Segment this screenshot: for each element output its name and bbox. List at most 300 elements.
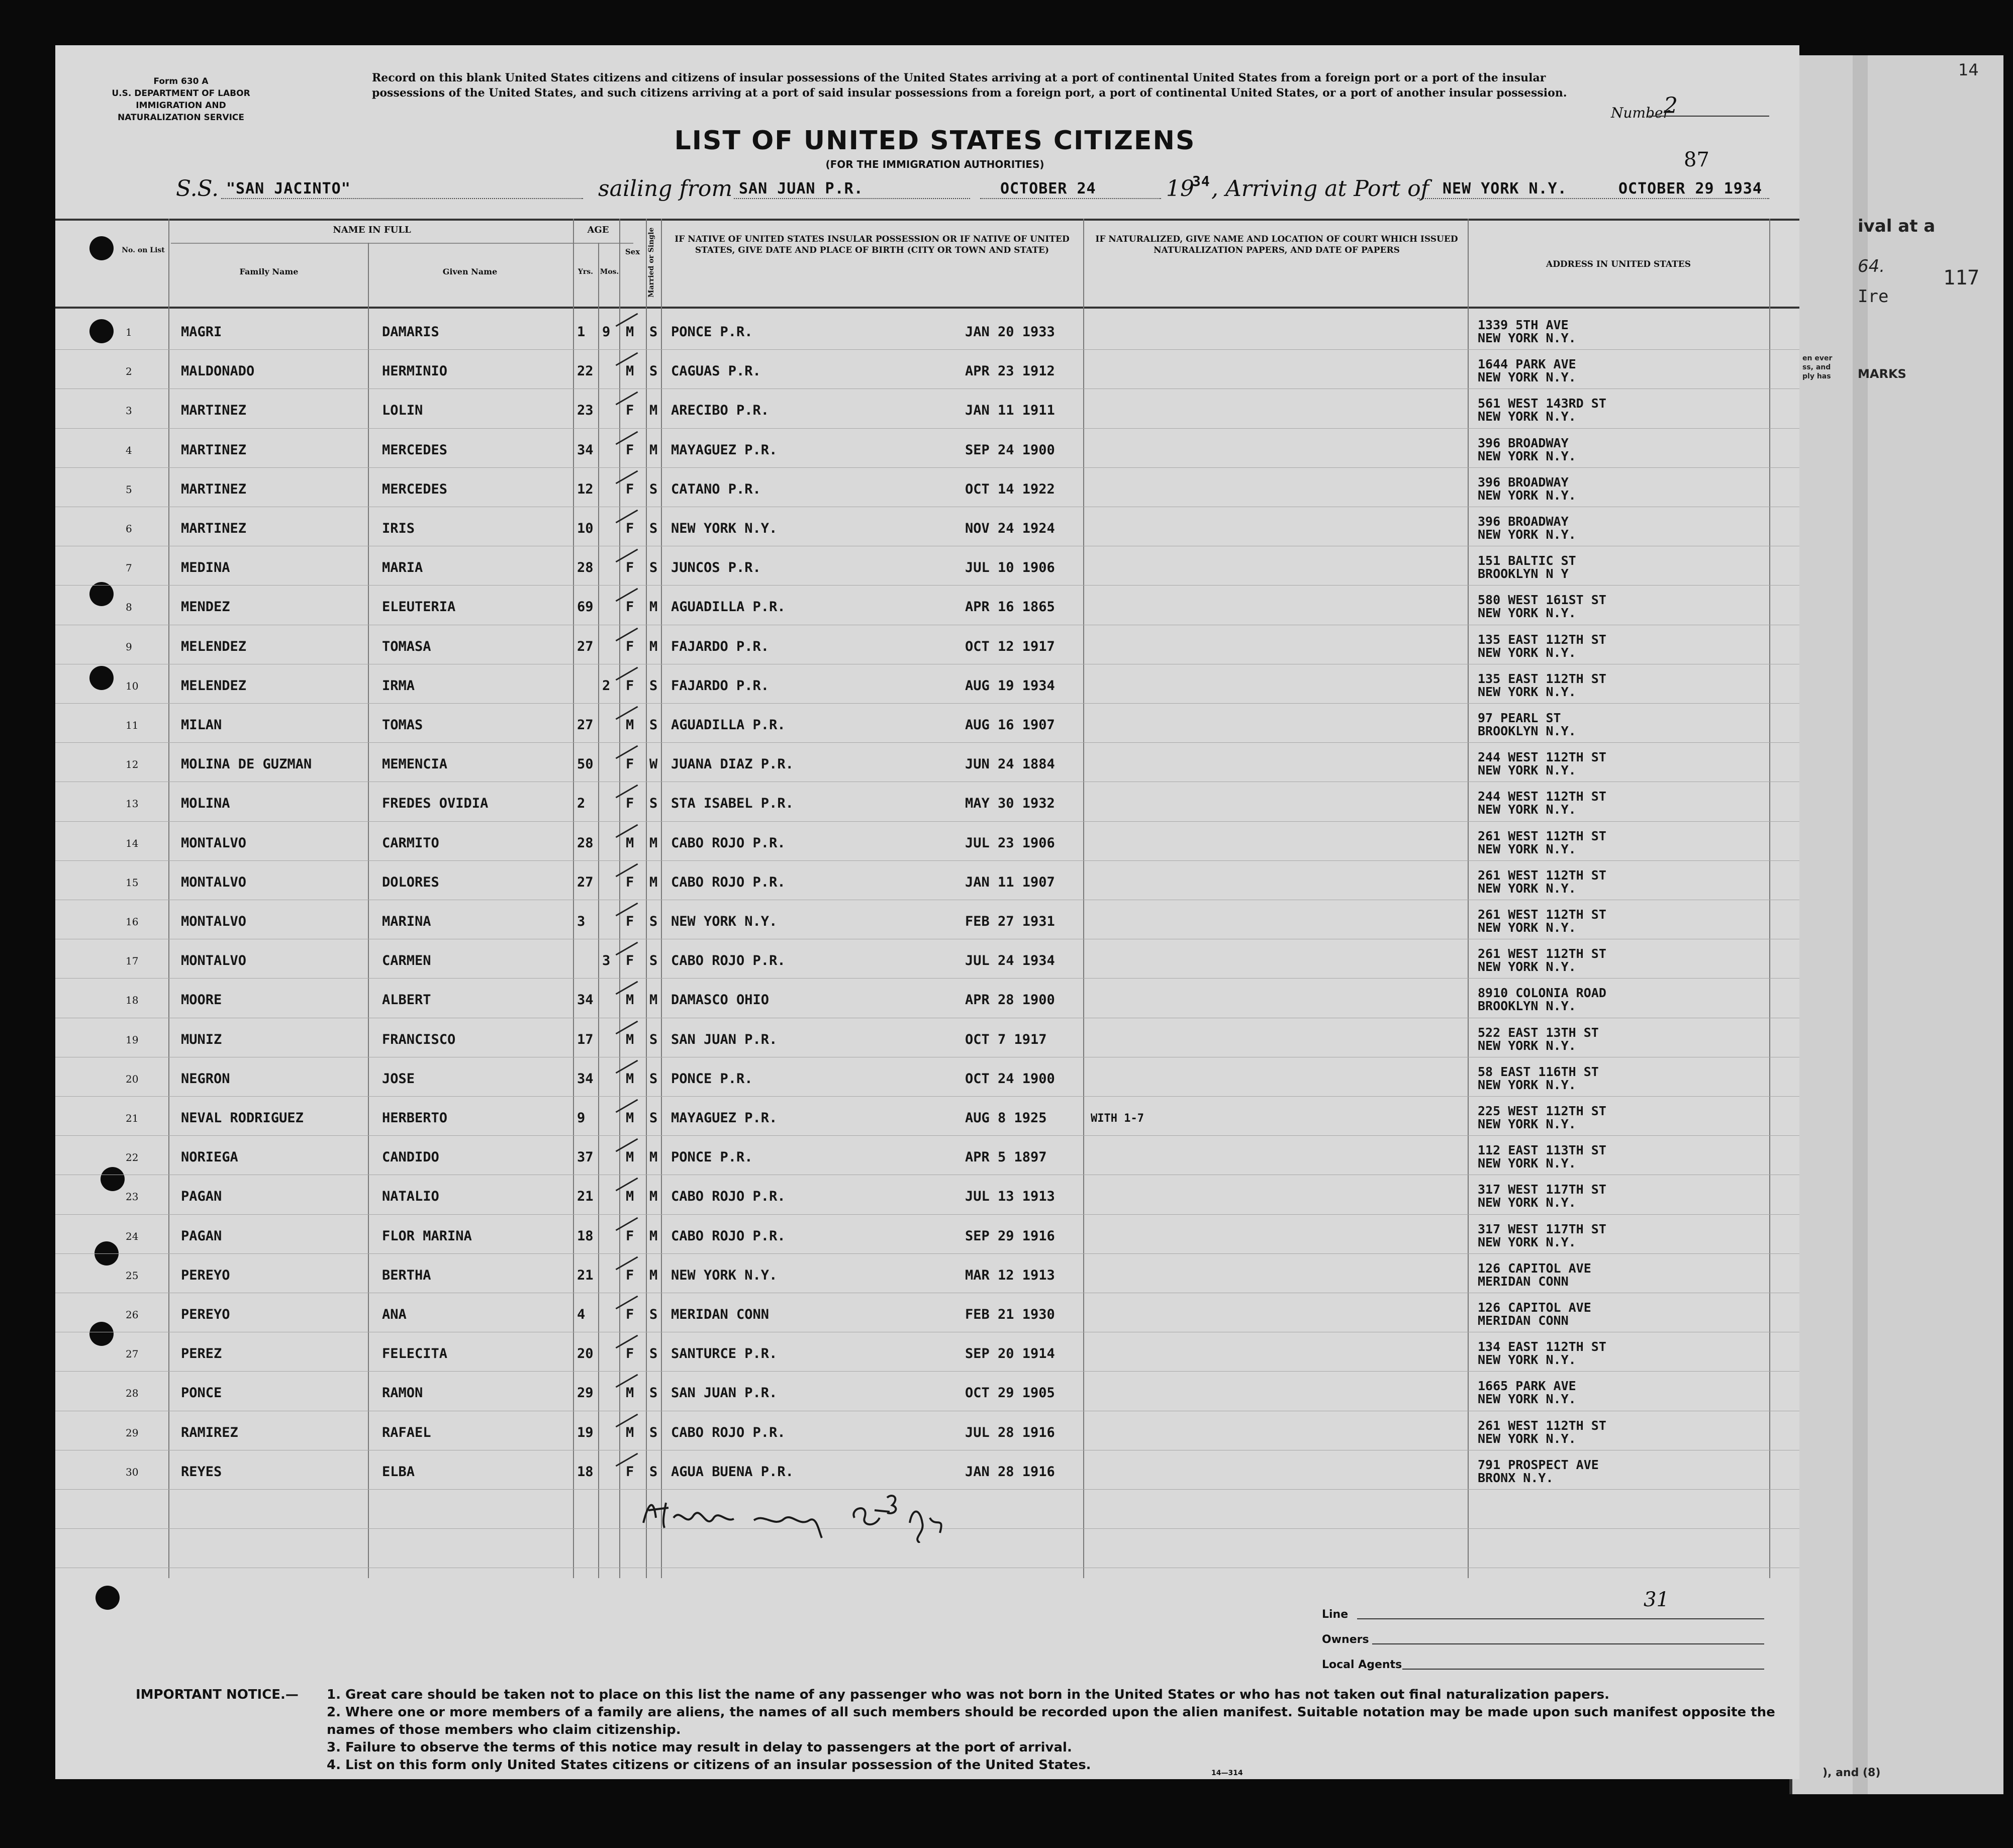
passenger-ms: S [649,363,658,379]
passenger-address-line: BROOKLYN N.Y. [1478,724,1576,738]
passenger-date: APR 5 1897 [965,1149,1047,1165]
passenger-ms: S [649,1346,658,1362]
passenger-place: JUNCOS P.R. [671,560,761,576]
back-page-number: 117 [1943,266,1980,289]
passenger-address-line: NEW YORK N.Y. [1478,1117,1576,1131]
passenger-date: SEP 20 1914 [965,1346,1055,1362]
passenger-given: MEMENCIA [382,756,448,772]
ship-name: "SAN JACINTO" [226,180,351,198]
passenger-yrs: 17 [577,1031,594,1047]
agents-underline [1402,1669,1764,1670]
passenger-sex: M [626,324,634,340]
passenger-no: 14 [126,837,139,849]
passenger-no: 21 [126,1112,139,1124]
passenger-address-line: NEW YORK N.Y. [1478,1038,1576,1053]
passenger-given: IRMA [382,677,415,694]
passenger-no: 30 [126,1466,139,1478]
passenger-ms: M [649,992,658,1008]
row-rule [55,467,1799,468]
passenger-yrs: 20 [577,1346,594,1362]
passenger-ms: S [649,324,658,340]
passenger-given: BERTHA [382,1267,431,1283]
column-divider [646,219,647,1578]
sailing-from: SAN JUAN P.R. [739,180,864,198]
passenger-no: 19 [126,1033,139,1046]
passenger-sex: M [626,1071,634,1087]
passenger-ms: M [649,874,658,890]
passenger-yrs: 4 [577,1307,586,1322]
passenger-family: MARTINEZ [181,521,247,536]
passenger-no: 6 [126,523,132,535]
passenger-address-line: NEW YORK N.Y. [1478,488,1576,503]
passenger-place: CABO ROJO P.R. [671,1424,786,1440]
passenger-yrs: 34 [577,442,594,458]
passenger-date: FEB 27 1931 [965,914,1055,929]
passenger-address-line: 126 CAPITOL AVE [1478,1300,1591,1315]
passenger-yrs: 23 [577,403,594,419]
passenger-place: AGUA BUENA P.R. [671,1464,794,1480]
passenger-date: APR 16 1865 [965,599,1055,615]
passenger-yrs: 34 [577,992,594,1008]
header-sex: Sex [625,247,640,256]
passenger-place: CATANO P.R. [671,481,761,497]
passenger-ms: M [649,442,658,458]
passenger-family: MALDONADO [181,363,255,379]
passenger-no: 8 [126,601,132,614]
header-years: Yrs. [578,268,594,276]
passenger-no: 20 [126,1073,139,1085]
passenger-family: MOLINA [181,796,230,812]
passenger-address-line: BROOKLYN N.Y. [1478,999,1576,1014]
passenger-family: MOLINA DE GUZMAN [181,756,312,772]
back-page-fragment: ), and (8) [1823,1767,1881,1779]
year-suffix: 34 [1192,173,1210,189]
passenger-no: 25 [126,1269,139,1282]
passenger-address-line: 396 BROADWAY [1478,435,1569,450]
passenger-place: STA ISABEL P.R. [671,796,794,812]
passenger-address-line: 8910 COLONIA ROAD [1478,986,1606,1001]
passenger-address-line: 134 EAST 112TH ST [1478,1339,1606,1354]
preamble: Record on this blank United States citizens and citizens of insular possessions of the United States arriving at a port of continental United States from a foreign port or a port of the insular possessions of the United States, and such citizens arriving at a port of said insular possessions from a foreign port, a port of continental United States, or a port of another insular possession. [372,71,1567,100]
passenger-address-line: 1644 PARK AVE [1478,357,1576,372]
number-label: Number [1611,105,1670,121]
passenger-sex: M [626,363,634,379]
passenger-yrs: 1 [577,324,586,340]
column-divider [573,219,574,1578]
notice-lead: IMPORTANT NOTICE.— [136,1687,299,1702]
passenger-address-line: NEW YORK N.Y. [1478,645,1576,660]
owners-underline [1372,1643,1764,1644]
passenger-no: 17 [126,955,139,967]
passenger-place: CABO ROJO P.R. [671,835,786,851]
passenger-yrs: 27 [577,874,594,890]
passenger-date: OCT 24 1900 [965,1071,1055,1087]
passenger-date: JUL 13 1913 [965,1189,1055,1205]
passenger-sex: F [626,442,634,458]
ss-label: S.S. [176,176,219,202]
passenger-given: IRIS [382,521,415,536]
passenger-date: JAN 11 1911 [965,403,1055,419]
passenger-address-line: NEW YORK N.Y. [1478,959,1576,975]
passenger-family: MELENDEZ [181,638,247,654]
passenger-sex: F [626,1464,634,1480]
passenger-family: MARTINEZ [181,403,247,419]
passenger-date: OCT 14 1922 [965,481,1055,497]
passenger-address-line: BROOKLYN N Y [1478,566,1569,581]
passenger-sex: F [626,403,634,419]
passenger-sex: F [626,521,634,536]
passenger-yrs: 18 [577,1228,594,1244]
passenger-sex: F [626,1228,634,1244]
passenger-address-line: 1339 5TH AVE [1478,318,1569,332]
passenger-ms: S [649,1031,658,1047]
passenger-address-line: NEW YORK N.Y. [1478,841,1576,856]
passenger-date: JAN 20 1933 [965,324,1055,340]
passenger-given: ANA [382,1307,407,1322]
passenger-mos: 2 [602,677,611,694]
passenger-address-line: NEW YORK N.Y. [1478,606,1576,621]
passenger-no: 9 [126,640,132,653]
passenger-address-line: 317 WEST 117TH ST [1478,1182,1606,1197]
passenger-sex: F [626,756,634,772]
passenger-sex: M [626,1385,634,1401]
column-divider [598,243,599,1578]
passenger-yrs: 9 [577,1110,586,1126]
back-page-fragment: Ire [1858,286,1889,307]
passenger-ms: M [649,403,658,419]
row-rule [55,428,1799,429]
passenger-family: MILAN [181,717,222,733]
header-married-single: Married or Single [647,227,655,298]
passenger-ms: S [649,521,658,536]
passenger-family: MELENDEZ [181,677,247,694]
passenger-address-line: NEW YORK N.Y. [1478,684,1576,699]
passenger-address-line: 396 BROADWAY [1478,514,1569,529]
passenger-date: MAR 12 1913 [965,1267,1055,1283]
passenger-given: MARIA [382,560,423,576]
passenger-address-line: NEW YORK N.Y. [1478,1431,1576,1446]
passenger-yrs: 22 [577,363,594,379]
passenger-family: MARTINEZ [181,481,247,497]
passenger-given: MERCEDES [382,481,448,497]
passenger-family: MONTALVO [181,835,247,851]
passenger-family: PAGAN [181,1228,222,1244]
passenger-address-line: 791 PROSPECT AVE [1478,1457,1599,1472]
department: U.S. DEPARTMENT OF LABOR [112,88,250,99]
row-rule [55,1214,1799,1215]
table-top-border [55,219,1799,221]
passenger-no: 26 [126,1309,139,1321]
passenger-given: FLOR MARINA [382,1228,472,1244]
passenger-date: APR 28 1900 [965,992,1055,1008]
passenger-no: 24 [126,1230,139,1242]
header-age: AGE [587,225,609,235]
manifest-sheet [55,45,1799,1779]
passenger-note: WITH 1-7 [1091,1112,1144,1125]
column-divider [619,219,620,1578]
voyage-line [176,173,1784,206]
passenger-family: MENDEZ [181,599,230,615]
passenger-ms: S [649,1464,658,1480]
header-naturalized: IF NATURALIZED, GIVE NAME AND LOCATION OF COURT WHICH ISSUED NATURALIZATION PAPERS, AND DATE OF PAPERS [1095,234,1458,255]
passenger-ms: S [649,1110,658,1126]
passenger-date: SEP 29 1916 [965,1228,1055,1244]
passenger-sex: F [626,914,634,929]
passenger-yrs: 21 [577,1267,594,1283]
passenger-ms: S [649,717,658,733]
passenger-ms: S [649,796,658,812]
passenger-sex: F [626,677,634,694]
passenger-ms: S [649,1307,658,1322]
passenger-place: AGUADILLA P.R. [671,599,786,615]
back-page-fragment: en ever [1802,354,1833,362]
passenger-given: FRANCISCO [382,1031,456,1047]
passenger-family: NEVAL RODRIGUEZ [181,1110,304,1126]
passenger-given: FREDES OVIDIA [382,796,489,812]
passenger-no: 13 [126,798,139,810]
passenger-mos: 9 [602,324,611,340]
notice-item: 2. Where one or more members of a family are aliens, the names of all such members should be recorded upon the alien manifest. Suitable notation may be made upon such manifest opposite the names of those members who claim citizenship. [327,1705,1775,1737]
passenger-sex: M [626,1189,634,1205]
row-rule [55,860,1799,861]
header-bottom-border [55,307,1799,309]
passenger-place: SAN JUAN P.R. [671,1031,778,1047]
passenger-place: JUANA DIAZ P.R. [671,756,794,772]
passenger-place: CABO ROJO P.R. [671,1189,786,1205]
back-page-top-number: 14 [1958,60,1979,79]
passenger-family: NEGRON [181,1071,230,1087]
passenger-address-line: NEW YORK N.Y. [1478,1077,1576,1092]
passenger-date: JUL 23 1906 [965,835,1055,851]
form-identifier [95,75,266,124]
passenger-yrs: 37 [577,1149,594,1165]
passenger-no: 7 [126,562,132,574]
passenger-place: NEW YORK N.Y. [671,1267,778,1283]
passenger-address-line: 58 EAST 116TH ST [1478,1064,1599,1079]
name-header-divider [171,243,633,244]
arriving-label: , Arriving at Port of [1211,176,1429,202]
passenger-sex: F [626,481,634,497]
column-divider [1468,219,1469,1578]
passenger-yrs: 12 [577,481,594,497]
header-name-in-full: NAME IN FULL [333,225,411,235]
passenger-given: DOLORES [382,874,439,890]
passenger-yrs: 27 [577,717,594,733]
passenger-family: MEDINA [181,560,230,576]
passenger-date: NOV 24 1924 [965,521,1055,536]
back-page-arrival-fragment: ival at a [1858,216,1936,236]
column-divider [368,243,369,1578]
passenger-no: 15 [126,876,139,889]
passenger-no: 28 [126,1387,139,1400]
passenger-date: OCT 12 1917 [965,638,1055,654]
header-address: ADDRESS IN UNITED STATES [1546,259,1691,269]
owners-label: Owners [1322,1633,1369,1646]
passenger-yrs: 2 [577,796,586,812]
passenger-address-line: NEW YORK N.Y. [1478,370,1576,385]
header-family-name: Family Name [239,267,299,276]
passenger-sex: M [626,835,634,851]
passenger-family: MAGRI [181,324,222,340]
passenger-ms: S [649,1071,658,1087]
passenger-address-line: NEW YORK N.Y. [1478,409,1576,424]
passenger-sex: F [626,796,634,812]
passenger-place: PONCE P.R. [671,1071,753,1087]
passenger-no: 29 [126,1426,139,1439]
passenger-place: CABO ROJO P.R. [671,874,786,890]
passenger-given: FELECITA [382,1346,448,1362]
passenger-no: 22 [126,1151,139,1164]
service-line: NATURALIZATION SERVICE [117,113,245,123]
passenger-address-line: 561 WEST 143RD ST [1478,396,1606,411]
passenger-family: PEREYO [181,1267,230,1283]
passenger-address-line: 135 EAST 112TH ST [1478,632,1606,647]
ship-underline [221,198,583,199]
service-line: IMMIGRATION AND [136,101,226,111]
passenger-address-line: NEW YORK N.Y. [1478,763,1576,778]
passenger-address-line: 244 WEST 112TH ST [1478,789,1606,804]
back-page-fragment: ply has [1802,372,1831,380]
notice-items [327,1686,1784,1774]
passenger-address-line: 261 WEST 112TH ST [1478,946,1606,961]
passenger-date: JUL 28 1916 [965,1424,1055,1440]
passenger-date: OCT 29 1905 [965,1385,1055,1401]
passenger-family: PEREYO [181,1307,230,1322]
passenger-ms: S [649,677,658,694]
passenger-address-line: 580 WEST 161ST ST [1478,593,1606,608]
passenger-place: MERIDAN CONN [671,1307,770,1322]
passenger-address-line: NEW YORK N.Y. [1478,802,1576,817]
passenger-date: AUG 8 1925 [965,1110,1047,1126]
passenger-family: PONCE [181,1385,222,1401]
passenger-given: MERCEDES [382,442,448,458]
passenger-given: TOMASA [382,638,431,654]
passenger-address-line: NEW YORK N.Y. [1478,1195,1576,1210]
passenger-no: 12 [126,758,139,771]
notice-item: 3. Failure to observe the terms of this notice may result in delay to passengers at the port of arrival. [327,1740,1072,1755]
passenger-address-line: 396 BROADWAY [1478,474,1569,490]
passenger-date: AUG 19 1934 [965,677,1055,694]
passenger-sex: M [626,1424,634,1440]
passenger-ms: S [649,953,658,969]
row-rule [55,742,1799,743]
date-underline [980,198,1161,199]
passenger-place: MAYAGUEZ P.R. [671,442,778,458]
passenger-ms: M [649,1267,658,1283]
passenger-yrs: 10 [577,521,594,536]
passenger-given: ELEUTERIA [382,599,456,615]
header-given-name: Given Name [442,267,498,276]
passenger-address-line: NEW YORK N.Y. [1478,1234,1576,1249]
column-divider [168,219,169,1578]
arrival-date: OCTOBER 29 1934 [1618,180,1762,198]
passenger-date: JUN 24 1884 [965,756,1055,772]
passenger-no: 3 [126,405,132,417]
row-rule [55,821,1799,822]
passenger-family: MONTALVO [181,953,247,969]
passenger-sex: F [626,1267,634,1283]
line-underline [1357,1618,1764,1619]
passenger-address-line: 225 WEST 112TH ST [1478,1104,1606,1118]
passenger-date: OCT 7 1917 [965,1031,1047,1047]
passenger-address-line: 261 WEST 112TH ST [1478,867,1606,883]
back-page-fragment: 64. [1858,256,1885,276]
notice-item: 1. Great care should be taken not to place on this list the name of any passenger who was not born in the United States or who has not taken out final naturalization papers. [327,1687,1609,1702]
passenger-address-line: 261 WEST 112TH ST [1478,907,1606,922]
passenger-ms: M [649,638,658,654]
sailing-label: sailing from [598,176,733,202]
passenger-no: 4 [126,444,132,456]
passenger-date: JAN 11 1907 [965,874,1055,890]
passenger-address-line: 135 EAST 112TH ST [1478,671,1606,686]
passenger-ms: W [649,756,658,772]
passenger-family: PEREZ [181,1346,222,1362]
passenger-given: ALBERT [382,992,431,1008]
passenger-place: FAJARDO P.R. [671,677,770,694]
inspector-signature [638,1488,990,1543]
passenger-place: SAN JUAN P.R. [671,1385,778,1401]
passenger-yrs: 28 [577,560,594,576]
passenger-sex: F [626,638,634,654]
passenger-yrs: 3 [577,914,586,929]
passenger-given: ELBA [382,1464,415,1480]
passenger-address-line: 261 WEST 112TH ST [1478,828,1606,843]
passenger-place: MAYAGUEZ P.R. [671,1110,778,1126]
passenger-sex: M [626,717,634,733]
passenger-yrs: 27 [577,638,594,654]
passenger-no: 23 [126,1191,139,1203]
column-divider [661,219,662,1578]
passenger-place: DAMASCO OHIO [671,992,770,1008]
notice-item: 4. List on this form only United States citizens or citizens of an insular possession of the United States. [327,1758,1091,1773]
back-page-fragment: ss, and [1802,363,1831,371]
passenger-ms: M [649,1149,658,1165]
passenger-given: CARMITO [382,835,439,851]
row-rule [55,388,1799,389]
form-number: Form 630 A [153,76,209,86]
row-rule [55,978,1799,979]
passenger-given: RAMON [382,1385,423,1401]
passenger-yrs: 69 [577,599,594,615]
passenger-no: 18 [126,994,139,1007]
passenger-place: NEW YORK N.Y. [671,521,778,536]
back-page [1789,55,2003,1794]
row-rule [55,349,1799,350]
passenger-yrs: 19 [577,1424,594,1440]
passenger-table [55,219,1799,1578]
passenger-sex: F [626,1307,634,1322]
header-no-on-list: No. on List [122,246,165,254]
passenger-family: MARTINEZ [181,442,247,458]
passenger-ms: M [649,599,658,615]
passenger-family: MOORE [181,992,222,1008]
passenger-yrs: 34 [577,1071,594,1087]
passenger-sex: F [626,874,634,890]
passenger-no: 27 [126,1348,139,1360]
passenger-yrs: 29 [577,1385,594,1401]
passenger-ms: M [649,835,658,851]
passenger-given: CANDIDO [382,1149,439,1165]
passenger-address-line: 522 EAST 13TH ST [1478,1025,1599,1040]
local-agents-label: Local Agents [1322,1659,1402,1671]
line-value: 31 [1644,1588,1669,1611]
passenger-ms: M [649,1189,658,1205]
passenger-sex: F [626,1346,634,1362]
column-divider [1083,219,1084,1578]
passenger-date: FEB 21 1930 [965,1307,1055,1322]
passenger-no: 11 [126,719,139,731]
passenger-address-line: MERIDAN CONN [1478,1313,1569,1328]
